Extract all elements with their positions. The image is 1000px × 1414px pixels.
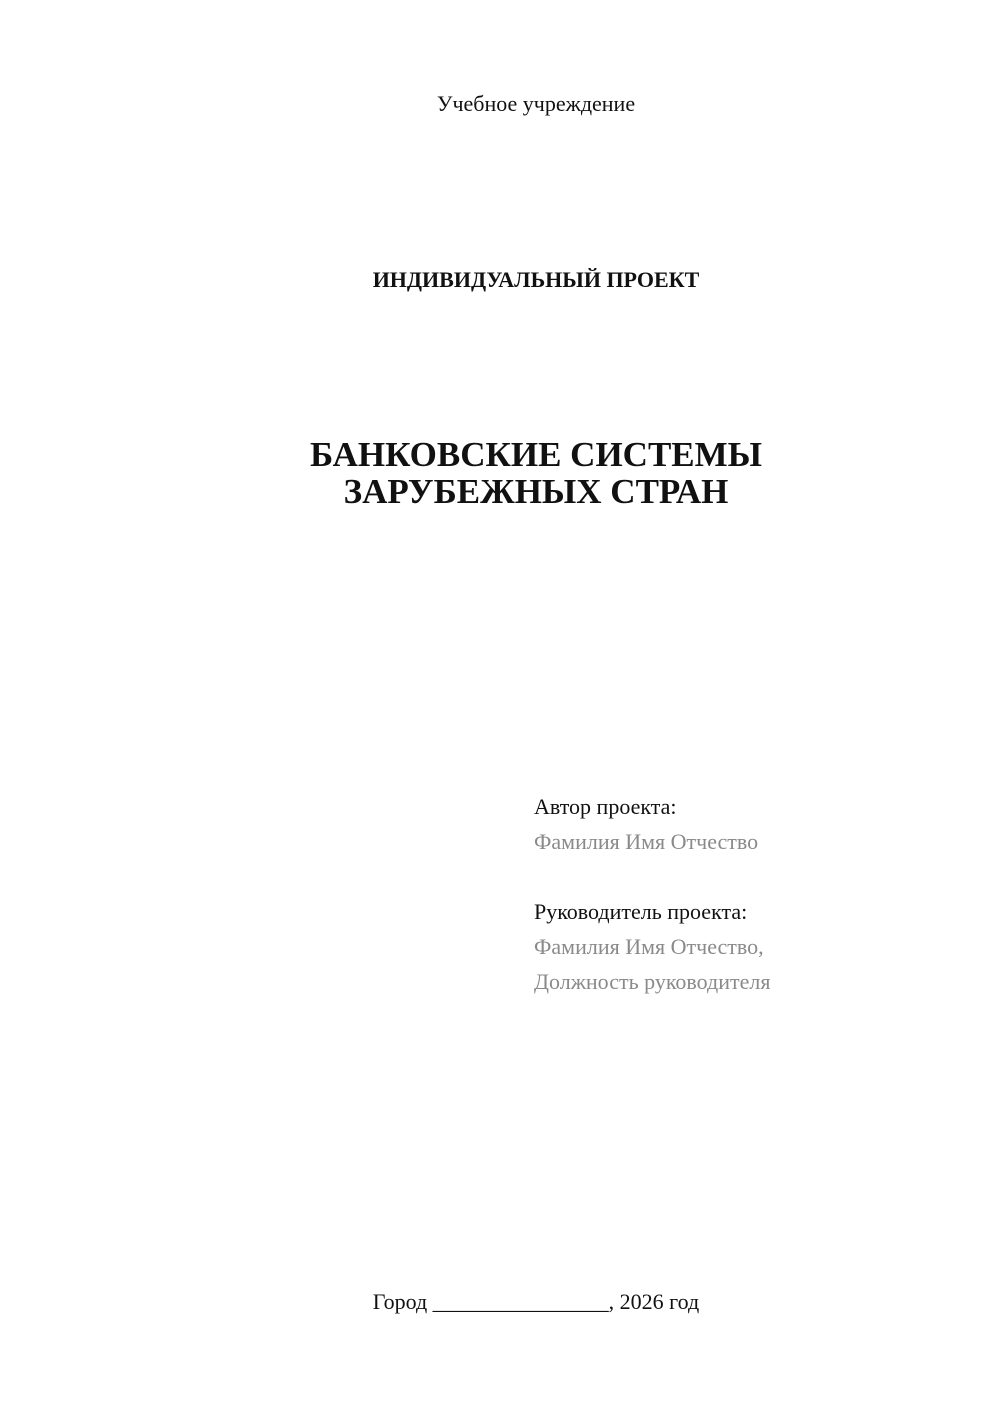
supervisor-name: Фамилия Имя Отчество, [534,934,764,959]
institution-name: Учебное учреждение [436,91,636,116]
city-year-footer: Город ________________, 2026 год [372,1289,700,1314]
project-type-heading: ИНДИВИДУАЛЬНЫЙ ПРОЕКТ [372,267,700,292]
supervisor-position: Должность руководителя [534,969,771,994]
author-label: Автор проекта: [534,794,677,819]
project-info-block [534,789,974,999]
project-title-line-1: БАНКОВСКИЕ СИСТЕМЫ [309,435,763,474]
project-title [0,436,1000,510]
supervisor-label: Руководитель проекта: [534,899,748,924]
project-title-line-2: ЗАРУБЕЖНЫХ СТРАН [343,472,729,511]
author-name: Фамилия Имя Отчество [534,829,759,854]
info-spacer [534,859,974,894]
